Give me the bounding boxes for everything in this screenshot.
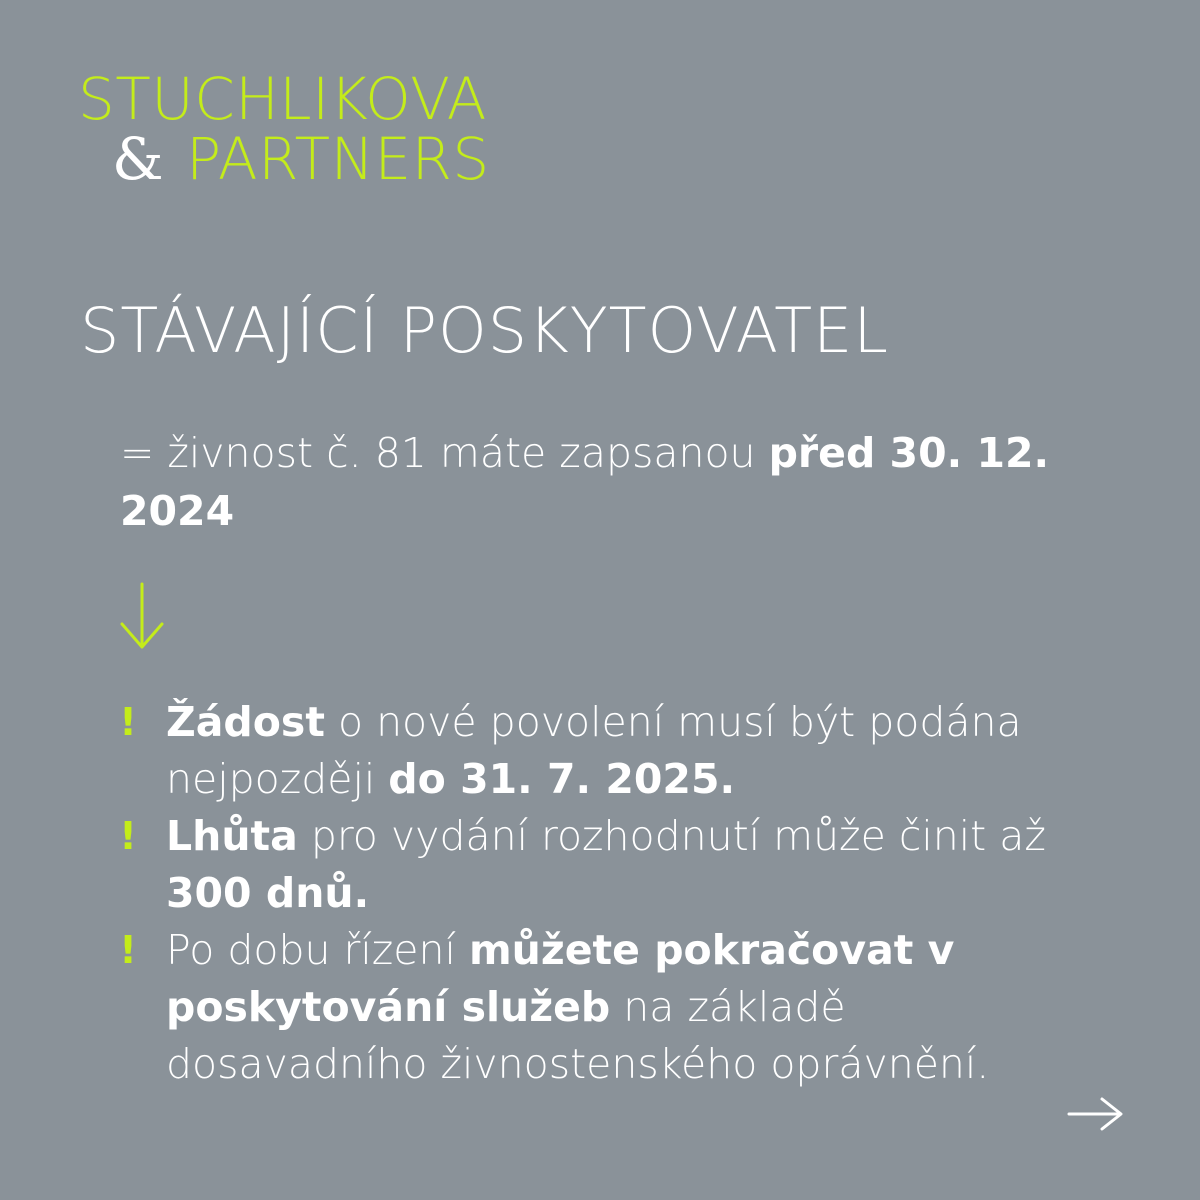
list-item-continue <box>118 922 1118 1093</box>
item-bold-lead: Lhůta <box>166 812 298 860</box>
item-text-lead: Po dobu řízení <box>166 926 469 974</box>
item-bold-tail: 300 dnů. <box>166 869 370 917</box>
logo-line-1: STUCHLIKOVA <box>78 65 487 133</box>
item-text-tail: na základě dosavadního živnostenského oprávnění. <box>166 983 990 1088</box>
list-item-application <box>118 694 1118 808</box>
item-bold-tail: do 31. 7. 2025. <box>388 755 736 803</box>
logo-partners: PARTNERS <box>186 125 490 193</box>
item-text: o nové povolení musí být podána nejpozději <box>166 698 1022 803</box>
exclamation-icon: ! <box>119 700 137 744</box>
exclamation-icon: ! <box>119 928 137 972</box>
exclamation-icon: ! <box>119 814 137 858</box>
intro-plain: = živnost č. 81 máte zapsanou <box>120 429 769 477</box>
item-bold-lead: Žádost <box>166 698 325 746</box>
arrow-right-icon[interactable] <box>1066 1096 1124 1132</box>
brand-logo <box>78 65 558 193</box>
list-item-deadline <box>118 808 1118 922</box>
logo-line-2 <box>78 125 558 193</box>
logo-ampersand: & <box>112 125 165 193</box>
intro-bold-date: před 30. 12. 2024 <box>120 429 1050 535</box>
info-list <box>118 694 1118 1093</box>
item-text: pro vydání rozhodnutí může činit až <box>297 812 1046 860</box>
intro-text <box>120 424 1080 540</box>
page-title: STÁVAJÍCÍ POSKYTOVATEL <box>80 294 889 367</box>
arrow-down-icon <box>116 580 168 652</box>
item-bold-mid: můžete pokračovat v poskytování služeb <box>166 926 955 1031</box>
